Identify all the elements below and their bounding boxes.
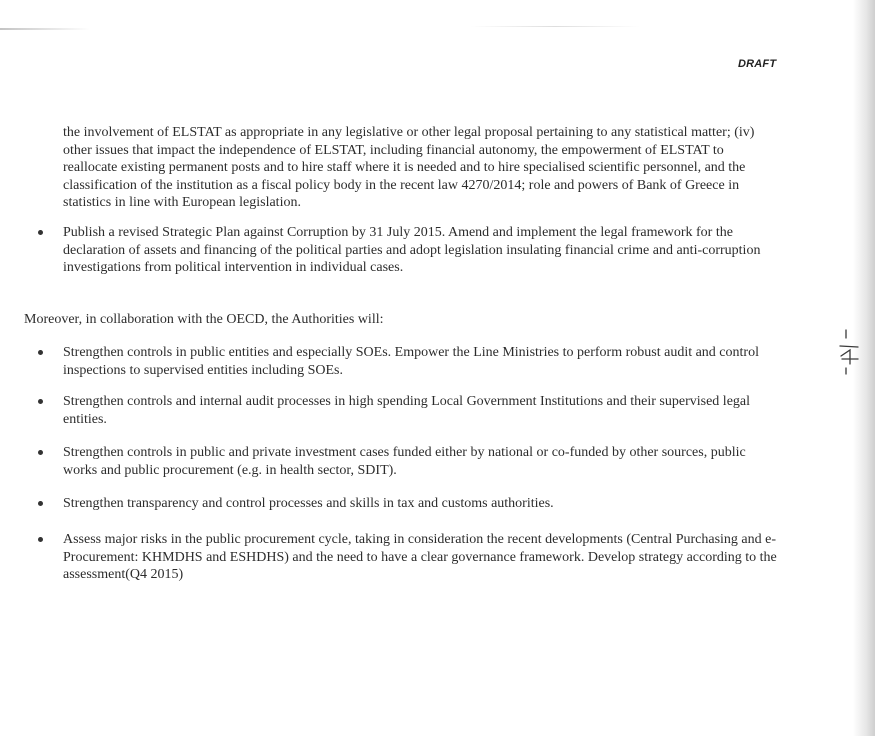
scan-artifact (0, 28, 90, 30)
list-item (38, 224, 778, 278)
scan-artifact (470, 26, 640, 27)
list-item (38, 531, 778, 585)
draft-label: DRAFT (738, 58, 777, 70)
handwritten-page-number (836, 326, 870, 376)
bullet-text: Strengthen controls in public and private investment cases funded either by national or co-funded by other sources, public works and public procurement (e.g. in health sector, SDIT). (63, 445, 746, 478)
bullet-text: Assess major risks in the public procurement cycle, taking in consideration the recent developments (Central Purchasing and e-Procurement: KHMDHS and ESHDHS) and the need to have a clear governance framework. Develop strategy according to the assessment(Q4 2015) (63, 532, 777, 582)
continuation-paragraph: the involvement of ELSTAT as appropriate in any legislative or other legal proposal pertaining to any statistical matter; (iv) other issues that impact the independence of ELSTAT, including financial autonomy, the empowerment of ELSTAT to reallocate existing permanent posts and to hire staff where it is needed and to hire specialised scientific personnel, and the classification of the institution as a fiscal policy body in the recent law 4270/2014; role and powers of Bank of Greece in statistics in line with European legislation. (63, 125, 755, 210)
bullet-icon (38, 537, 43, 542)
list-item (38, 344, 778, 380)
section-intro: Moreover, in collaboration with the OECD, the Authorities will: (24, 312, 384, 327)
bullet-text: Strengthen controls in public entities and especially SOEs. Empower the Line Ministries to perform robust audit and control inspections to supervised entities including SOEs. (63, 345, 759, 378)
bullet-icon (38, 350, 43, 355)
list-item (38, 495, 778, 513)
bullet-icon (38, 450, 43, 455)
bullet-text: Publish a revised Strategic Plan against Corruption by 31 July 2015. Amend and implement the legal framework for the declaration of assets and financing of the political parties and adopt legislation insulating financial crime and anti-corruption investigations from political intervention in individual cases. (63, 225, 761, 275)
bullet-icon (38, 230, 43, 235)
bullet-text: Strengthen transparency and control processes and skills in tax and customs authorities. (63, 496, 554, 511)
list-item (38, 444, 778, 480)
list-item (38, 393, 778, 429)
bullet-icon (38, 399, 43, 404)
bullet-icon (38, 501, 43, 506)
bullet-text: Strengthen controls and internal audit processes in high spending Local Government Institutions and their supervised legal entities. (63, 394, 751, 427)
